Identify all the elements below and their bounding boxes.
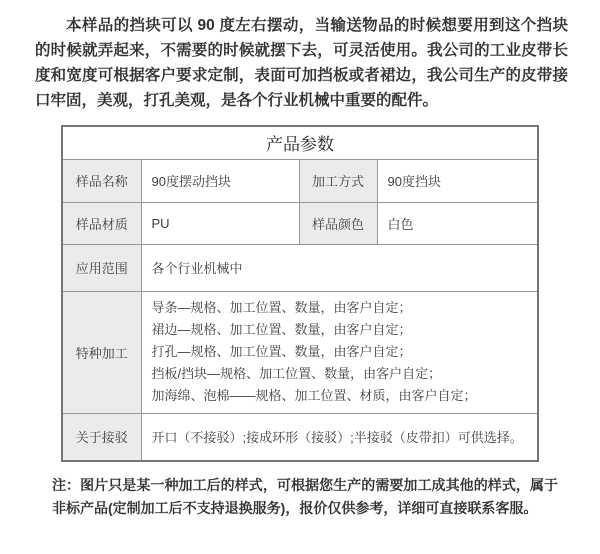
table-row-splicing bbox=[62, 413, 538, 461]
special-processing-line: 导条—规格、加工位置、数量，由客户自定； bbox=[151, 300, 412, 315]
application-scope-value: 各个行业机械中 bbox=[141, 244, 538, 291]
processing-method-label: 加工方式 bbox=[299, 159, 377, 202]
splicing-label: 关于接驳 bbox=[62, 413, 141, 461]
application-scope-label: 应用范围 bbox=[62, 244, 141, 291]
special-processing-line: 裙边—规格、加工位置、数量，由客户自定； bbox=[151, 322, 412, 337]
sample-color-label: 样品颜色 bbox=[299, 202, 377, 244]
sample-color-value: 白色 bbox=[377, 202, 538, 244]
table-row-sample-material bbox=[62, 202, 538, 244]
sample-material-label: 样品材质 bbox=[62, 202, 141, 244]
table-title: 产品参数 bbox=[62, 126, 538, 159]
processing-method-value: 90度挡块 bbox=[377, 159, 538, 202]
special-processing-label: 特种加工 bbox=[62, 291, 141, 413]
table-row-sample-name bbox=[62, 159, 538, 202]
special-processing-line: 打孔—规格、加工位置、数量，由客户自定； bbox=[151, 344, 412, 359]
sample-name-value: 90度摆动挡块 bbox=[141, 159, 299, 202]
sample-material-value: PU bbox=[141, 202, 299, 244]
note-paragraph: 注：图片只是某一种加工后的样式，可根据您生产的需要加工成其他的样式，属于非标产品(定制加工后不支持退换服务)，报价仅供参考，详细可直接联系客服。 bbox=[52, 477, 558, 516]
intro-paragraph: 本样品的挡块可以 90 度左右摆动，当输送物品的时候想要用到这个挡块的时候就弄起来，不需要的时候就摆下去，可灵活使用。我公司的工业皮带长度和宽度可根据客户要求定制，表面可加挡板或者裙边，我公司生产的皮带接口牢固，美观，打孔美观，是各个行业机械中重要的配件。 bbox=[35, 17, 568, 109]
special-processing-line: 加海绵、泡棉——规格、加工位置、材质，由客户自定； bbox=[151, 388, 477, 403]
product-params-table bbox=[61, 125, 539, 462]
sample-name-label: 样品名称 bbox=[62, 159, 141, 202]
splicing-value: 开口（不接驳）;接成环形（接驳）;半接驳（皮带扣）可供选择。 bbox=[141, 413, 538, 461]
table-row-special-processing bbox=[62, 291, 538, 413]
table-row-application-scope bbox=[62, 244, 538, 291]
special-processing-value bbox=[141, 291, 538, 413]
special-processing-line: 挡板/挡块—规格、加工位置、数量，由客户自定； bbox=[151, 366, 442, 381]
table-title-row bbox=[62, 126, 538, 159]
